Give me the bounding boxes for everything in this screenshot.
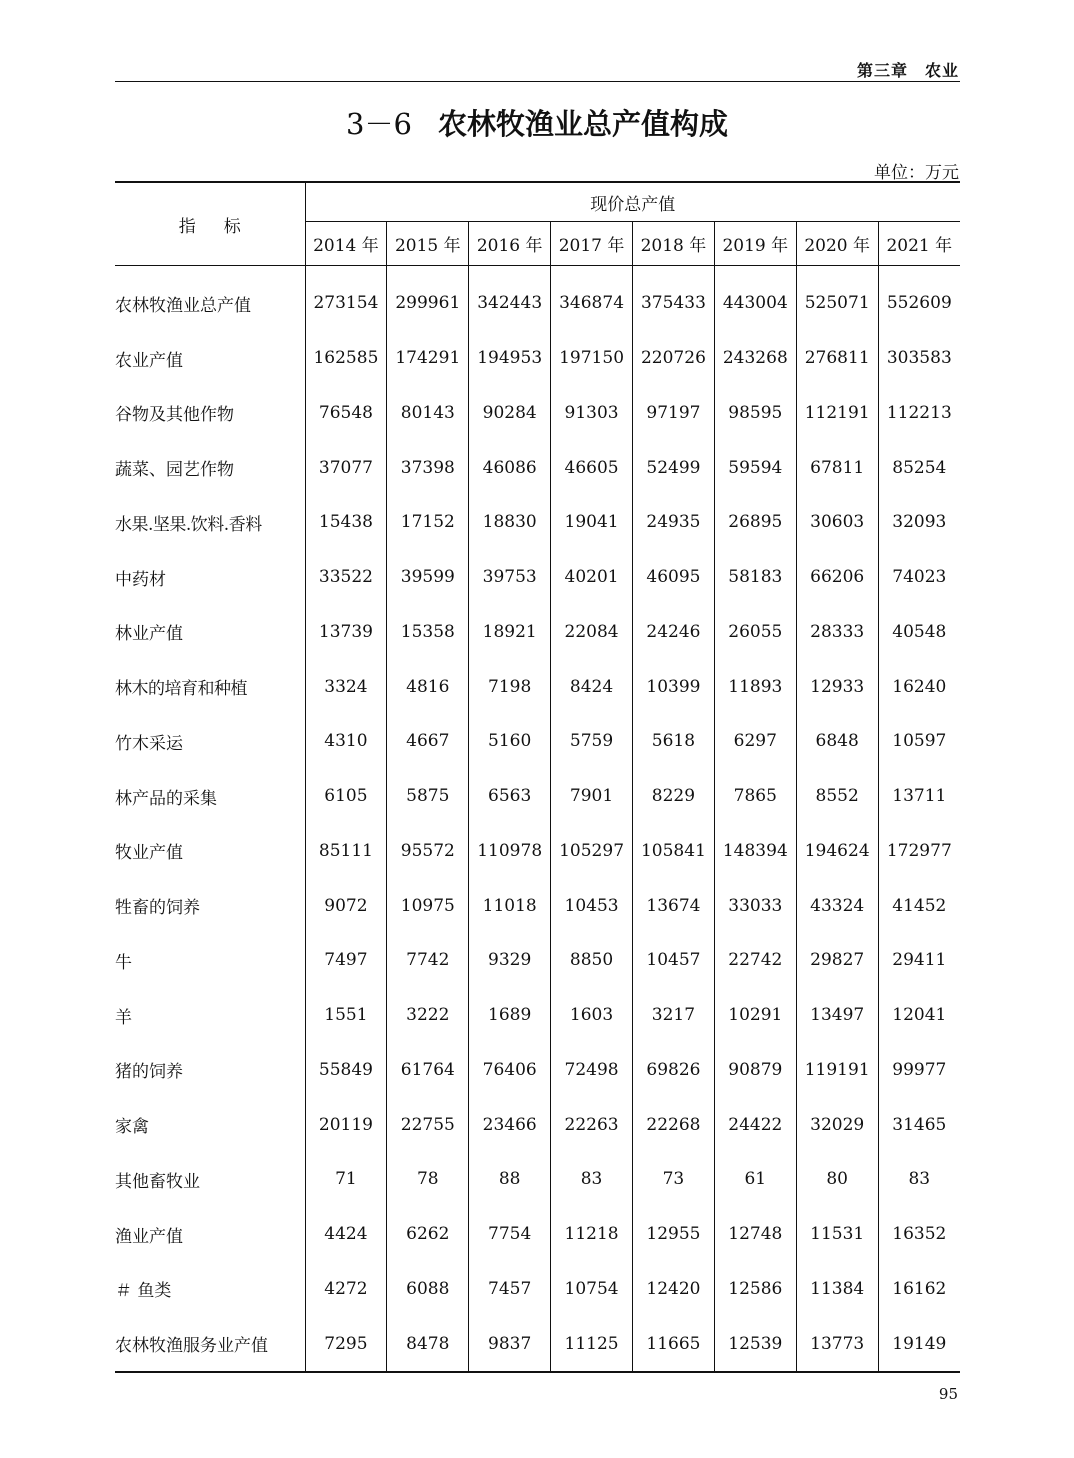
table-cell: 6848 bbox=[796, 714, 878, 769]
table-cell: 61 bbox=[714, 1152, 796, 1207]
table-cell: 12955 bbox=[633, 1207, 715, 1262]
table-cell: 72498 bbox=[551, 1043, 633, 1098]
row-label: 林产品的采集 bbox=[115, 769, 305, 824]
current-price-header: 现价总产值 bbox=[305, 182, 960, 222]
table-title-text: 农林牧渔业总产值构成 bbox=[437, 107, 728, 141]
table-cell: 71 bbox=[305, 1152, 387, 1207]
table-cell: 22084 bbox=[551, 605, 633, 660]
year-header: 2016 年 bbox=[469, 222, 551, 266]
table-cell: 30603 bbox=[796, 495, 878, 550]
table-cell: 78 bbox=[387, 1152, 469, 1207]
year-header: 2021 年 bbox=[878, 222, 960, 266]
table-cell: 13711 bbox=[892, 786, 947, 807]
table-number: 3－6 bbox=[346, 107, 412, 141]
table-cell: 76548 bbox=[305, 386, 387, 441]
table-row bbox=[115, 331, 960, 386]
table-cell: 552609 bbox=[886, 293, 952, 314]
year-header: 2017 年 bbox=[551, 222, 633, 266]
table-cell: 85254 bbox=[892, 457, 947, 478]
table-cell: 40548 bbox=[892, 621, 947, 642]
row-label: 其他畜牧业 bbox=[115, 1152, 305, 1207]
table-cell: 119191 bbox=[796, 1043, 878, 1098]
table-cell: 13497 bbox=[796, 988, 878, 1043]
year-header: 2014 年 bbox=[305, 222, 387, 266]
table-cell: 26055 bbox=[714, 605, 796, 660]
table-cell: 13773 bbox=[796, 1316, 878, 1372]
row-label: 中药材 bbox=[115, 550, 305, 605]
table-cell: 6105 bbox=[305, 769, 387, 824]
table-cell: 7295 bbox=[305, 1316, 387, 1372]
table-cell: 105297 bbox=[551, 824, 633, 879]
chapter-header: 第三章 农业 bbox=[856, 61, 959, 80]
table-cell: 66206 bbox=[796, 550, 878, 605]
row-label: 农业产值 bbox=[115, 331, 305, 386]
table-cell: 91303 bbox=[551, 386, 633, 441]
table-cell: 3222 bbox=[387, 988, 469, 1043]
table-cell: 17152 bbox=[387, 495, 469, 550]
table-cell: 15438 bbox=[305, 495, 387, 550]
table-cell: 10457 bbox=[633, 933, 715, 988]
table-cell: 28333 bbox=[796, 605, 878, 660]
table-cell: 6563 bbox=[469, 769, 551, 824]
table-cell: 24246 bbox=[633, 605, 715, 660]
table-cell: 13739 bbox=[305, 605, 387, 660]
table-cell: 16240 bbox=[892, 676, 947, 697]
table-cell: 97197 bbox=[633, 386, 715, 441]
table-cell: 10399 bbox=[633, 659, 715, 714]
table-cell: 194624 bbox=[796, 824, 878, 879]
data-table bbox=[115, 181, 960, 1373]
table-cell: 99977 bbox=[892, 1059, 947, 1080]
table-cell: 7457 bbox=[469, 1262, 551, 1317]
table-row bbox=[115, 659, 960, 714]
table-cell: 194953 bbox=[469, 331, 551, 386]
table-cell: 6297 bbox=[714, 714, 796, 769]
table-cell: 46095 bbox=[633, 550, 715, 605]
table-row bbox=[115, 1316, 960, 1372]
table-cell: 33522 bbox=[305, 550, 387, 605]
table-cell: 197150 bbox=[551, 331, 633, 386]
table-cell: 29827 bbox=[796, 933, 878, 988]
table-cell: 11665 bbox=[633, 1316, 715, 1372]
table-cell: 11218 bbox=[551, 1207, 633, 1262]
table-cell: 8424 bbox=[551, 659, 633, 714]
table-cell: 162585 bbox=[305, 331, 387, 386]
table-cell: 5875 bbox=[387, 769, 469, 824]
table-cell: 112213 bbox=[886, 402, 952, 423]
table-cell: 23466 bbox=[469, 1097, 551, 1152]
table-cell: 12539 bbox=[714, 1316, 796, 1372]
table-cell: 12933 bbox=[796, 659, 878, 714]
table-cell: 58183 bbox=[714, 550, 796, 605]
row-label: ＃ 鱼类 bbox=[115, 1262, 305, 1317]
table-cell: 443004 bbox=[714, 266, 796, 331]
year-header: 2018 年 bbox=[633, 222, 715, 266]
table-cell: 9329 bbox=[469, 933, 551, 988]
table-cell: 9837 bbox=[469, 1316, 551, 1372]
table-cell: 12041 bbox=[892, 1005, 947, 1026]
table-cell: 6262 bbox=[387, 1207, 469, 1262]
row-label: 蔬菜、园艺作物 bbox=[115, 440, 305, 495]
table-cell: 24422 bbox=[714, 1097, 796, 1152]
table-cell: 33033 bbox=[714, 878, 796, 933]
table-cell: 8478 bbox=[387, 1316, 469, 1372]
row-label: 牛 bbox=[115, 933, 305, 988]
page-number: 95 bbox=[938, 1385, 958, 1403]
table-cell: 220726 bbox=[633, 331, 715, 386]
table-cell: 32093 bbox=[892, 512, 947, 533]
table-cell: 88 bbox=[469, 1152, 551, 1207]
row-label: 林业产值 bbox=[115, 605, 305, 660]
table-cell: 16352 bbox=[892, 1224, 947, 1245]
header-rule bbox=[115, 81, 960, 82]
table-cell: 22755 bbox=[387, 1097, 469, 1152]
table-cell: 4816 bbox=[387, 659, 469, 714]
table-cell: 22263 bbox=[551, 1097, 633, 1152]
table-cell: 74023 bbox=[892, 567, 947, 588]
table-cell: 243268 bbox=[714, 331, 796, 386]
table-cell: 342443 bbox=[469, 266, 551, 331]
table-row bbox=[115, 1097, 960, 1152]
table-cell: 10597 bbox=[892, 731, 947, 752]
table-cell: 10453 bbox=[551, 878, 633, 933]
table-cell: 525071 bbox=[796, 266, 878, 331]
table-cell: 18830 bbox=[469, 495, 551, 550]
table-cell: 105841 bbox=[633, 824, 715, 879]
row-label: 农林牧渔业总产值 bbox=[115, 266, 305, 331]
table-cell: 11018 bbox=[469, 878, 551, 933]
year-header: 2019 年 bbox=[714, 222, 796, 266]
table-cell: 12748 bbox=[714, 1207, 796, 1262]
unit-label: 单位：万元 bbox=[874, 163, 959, 183]
table-row bbox=[115, 266, 960, 331]
table-title bbox=[0, 102, 1074, 143]
table-cell: 7901 bbox=[551, 769, 633, 824]
row-label: 牧业产值 bbox=[115, 824, 305, 879]
table-body bbox=[115, 266, 960, 1373]
table-row bbox=[115, 440, 960, 495]
table-cell: 276811 bbox=[796, 331, 878, 386]
table-cell: 5618 bbox=[633, 714, 715, 769]
table-cell: 375433 bbox=[633, 266, 715, 331]
table-cell: 80143 bbox=[387, 386, 469, 441]
table-cell: 90879 bbox=[714, 1043, 796, 1098]
table-cell: 9072 bbox=[305, 878, 387, 933]
table-cell: 29411 bbox=[892, 950, 947, 971]
table-row bbox=[115, 1262, 960, 1317]
table-cell: 90284 bbox=[469, 386, 551, 441]
row-label: 牲畜的饲养 bbox=[115, 878, 305, 933]
table-cell: 7754 bbox=[469, 1207, 551, 1262]
table-cell: 11893 bbox=[714, 659, 796, 714]
table-cell: 69826 bbox=[633, 1043, 715, 1098]
year-header: 2020 年 bbox=[796, 222, 878, 266]
row-label: 水果.坚果.饮料.香料 bbox=[115, 495, 305, 550]
table-cell: 1689 bbox=[469, 988, 551, 1043]
table-cell: 7497 bbox=[305, 933, 387, 988]
table-cell: 6088 bbox=[387, 1262, 469, 1317]
year-header: 2015 年 bbox=[387, 222, 469, 266]
table-cell: 7742 bbox=[387, 933, 469, 988]
table-cell: 1551 bbox=[305, 988, 387, 1043]
table-cell: 31465 bbox=[892, 1114, 947, 1135]
table-cell: 148394 bbox=[714, 824, 796, 879]
table-cell: 20119 bbox=[305, 1097, 387, 1152]
table-cell: 11125 bbox=[551, 1316, 633, 1372]
table-cell: 18921 bbox=[469, 605, 551, 660]
table-cell: 26895 bbox=[714, 495, 796, 550]
row-label: 谷物及其他作物 bbox=[115, 386, 305, 441]
table-cell: 55849 bbox=[305, 1043, 387, 1098]
row-label: 羊 bbox=[115, 988, 305, 1043]
table-cell: 37077 bbox=[305, 440, 387, 495]
table-cell: 59594 bbox=[714, 440, 796, 495]
table-cell: 174291 bbox=[387, 331, 469, 386]
header-row-group bbox=[115, 182, 960, 222]
row-label: 竹木采运 bbox=[115, 714, 305, 769]
table-cell: 32029 bbox=[796, 1097, 878, 1152]
table-cell: 98595 bbox=[714, 386, 796, 441]
table-row bbox=[115, 933, 960, 988]
table-cell: 12420 bbox=[633, 1262, 715, 1317]
table-cell: 19149 bbox=[892, 1333, 947, 1354]
table-cell: 11384 bbox=[796, 1262, 878, 1317]
table-cell: 22742 bbox=[714, 933, 796, 988]
table-cell: 8552 bbox=[796, 769, 878, 824]
table-row bbox=[115, 495, 960, 550]
table-header bbox=[115, 182, 960, 266]
row-label: 林木的培育和种植 bbox=[115, 659, 305, 714]
table-cell: 12586 bbox=[714, 1262, 796, 1317]
table-cell: 40201 bbox=[551, 550, 633, 605]
table-cell: 19041 bbox=[551, 495, 633, 550]
table-cell: 1603 bbox=[551, 988, 633, 1043]
table-cell: 8850 bbox=[551, 933, 633, 988]
table-cell: 76406 bbox=[469, 1043, 551, 1098]
table-row bbox=[115, 1043, 960, 1098]
table-cell: 41452 bbox=[892, 895, 947, 916]
indicator-header: 指标 bbox=[115, 182, 305, 266]
table-cell: 24935 bbox=[633, 495, 715, 550]
table-cell: 85111 bbox=[305, 824, 387, 879]
table-row bbox=[115, 988, 960, 1043]
table-cell: 11531 bbox=[796, 1207, 878, 1262]
table-cell: 303583 bbox=[886, 348, 952, 369]
table-cell: 80 bbox=[796, 1152, 878, 1207]
table-cell: 10291 bbox=[714, 988, 796, 1043]
table-cell: 112191 bbox=[796, 386, 878, 441]
table-cell: 95572 bbox=[387, 824, 469, 879]
table-cell: 5759 bbox=[551, 714, 633, 769]
row-label: 家禽 bbox=[115, 1097, 305, 1152]
table-cell: 346874 bbox=[551, 266, 633, 331]
table-cell: 83 bbox=[551, 1152, 633, 1207]
table-cell: 172977 bbox=[886, 840, 952, 861]
table-cell: 73 bbox=[633, 1152, 715, 1207]
table-cell: 46086 bbox=[469, 440, 551, 495]
table-cell: 52499 bbox=[633, 440, 715, 495]
table-cell: 67811 bbox=[796, 440, 878, 495]
row-label: 农林牧渔服务业产值 bbox=[115, 1316, 305, 1372]
table-cell: 5160 bbox=[469, 714, 551, 769]
table-row bbox=[115, 1207, 960, 1262]
table-cell: 4424 bbox=[305, 1207, 387, 1262]
table-cell: 22268 bbox=[633, 1097, 715, 1152]
table-cell: 7865 bbox=[714, 769, 796, 824]
table-row bbox=[115, 878, 960, 933]
table-row bbox=[115, 1152, 960, 1207]
table-cell: 61764 bbox=[387, 1043, 469, 1098]
table-cell: 7198 bbox=[469, 659, 551, 714]
table-cell: 299961 bbox=[387, 266, 469, 331]
table-cell: 46605 bbox=[551, 440, 633, 495]
row-label: 猪的饲养 bbox=[115, 1043, 305, 1098]
table-cell: 43324 bbox=[796, 878, 878, 933]
table-cell: 4667 bbox=[387, 714, 469, 769]
table-row bbox=[115, 605, 960, 660]
table-cell: 4272 bbox=[305, 1262, 387, 1317]
table-cell: 83 bbox=[908, 1169, 931, 1190]
table-cell: 39753 bbox=[469, 550, 551, 605]
table-row bbox=[115, 769, 960, 824]
table-cell: 10754 bbox=[551, 1262, 633, 1317]
table-cell: 3324 bbox=[305, 659, 387, 714]
table-row bbox=[115, 824, 960, 879]
table-cell: 13674 bbox=[633, 878, 715, 933]
table-cell: 4310 bbox=[305, 714, 387, 769]
table-cell: 10975 bbox=[387, 878, 469, 933]
table-cell: 37398 bbox=[387, 440, 469, 495]
table-cell: 15358 bbox=[387, 605, 469, 660]
table-cell: 8229 bbox=[633, 769, 715, 824]
table-row bbox=[115, 714, 960, 769]
table-cell: 3217 bbox=[633, 988, 715, 1043]
row-label: 渔业产值 bbox=[115, 1207, 305, 1262]
table-cell: 110978 bbox=[469, 824, 551, 879]
table-row bbox=[115, 386, 960, 441]
table-cell: 273154 bbox=[305, 266, 387, 331]
table-cell: 16162 bbox=[892, 1278, 947, 1299]
table-row bbox=[115, 550, 960, 605]
table-cell: 39599 bbox=[387, 550, 469, 605]
